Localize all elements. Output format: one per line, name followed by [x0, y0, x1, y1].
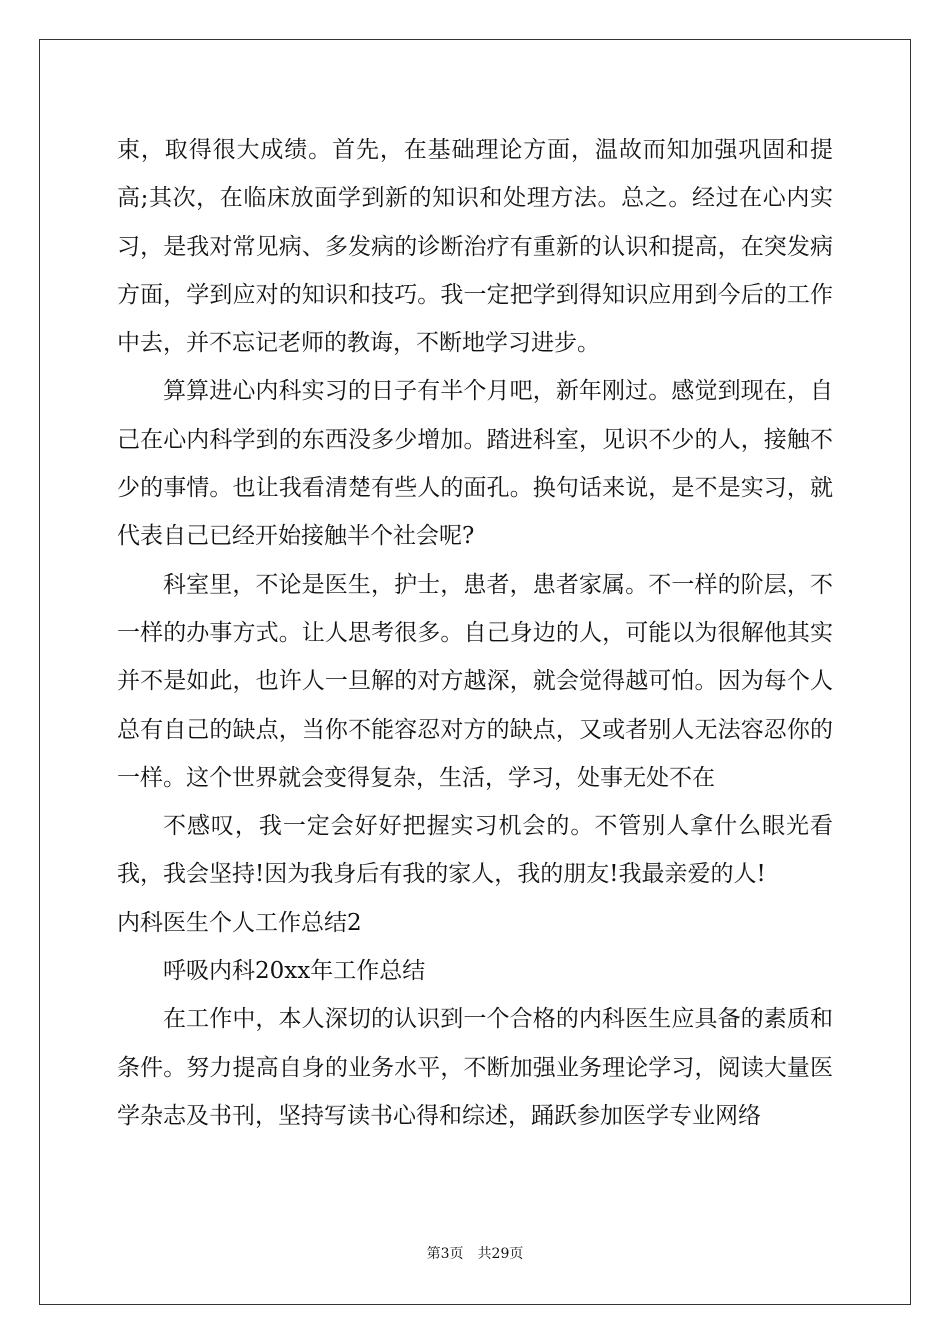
page-number: 第3页: [426, 1246, 464, 1262]
paragraph-half-month: 算算进心内科实习的日子有半个月吧，新年刚过。感觉到现在，自己在心内科学到的东西没多少增加。踏进科室，见识不少的人，接触不少的事情。也让我看清楚有些人的面孔。换句话来说，是不是实习，就代表自己已经开始接触半个社会呢?: [117, 378, 833, 550]
paragraph-internship-summary: 束，取得很大成绩。首先，在基础理论方面，温故而知加强巩固和提高;其次，在临床放面学到新的知识和处理方法。总之。经过在心内实习，是我对常见病、多发病的诊断治疗有重新的认识和提高，在突发病方面，学到应对的知识和技巧。我一定把学到得知识应用到今后的工作中去，并不忘记老师的教诲，不断地学习进步。: [117, 137, 833, 357]
section-subtitle: 呼吸内科20xx年工作总结: [163, 958, 426, 985]
page-total: 共29页: [477, 1246, 524, 1262]
paragraph-qualities: 在工作中，本人深切的认识到一个合格的内科医生应具备的素质和条件。努力提高自身的业务水平，不断加强业务理论学习，阅读大量医学杂志及书刊，坚持写读书心得和综述，踊跃参加医学专业网络: [117, 1006, 833, 1129]
document-body: [117, 126, 833, 1140]
page-footer: [0, 1243, 950, 1263]
paragraph-department: 科室里，不论是医生，护士，患者，患者家属。不一样的阶层，不一样的办事方式。让人思考很多。自己身边的人，可能以为很解他其实并不是如此，也许人一旦解的对方越深，就会觉得越可怕。因为每个人总有自己的缺点，当你不能容忍对方的缺点，又或者别人无法容忍你的一样。这个世界就会变得复杂，生活，学习，处事无处不在: [117, 571, 833, 791]
paragraph-determination: 不感叹，我一定会好好把握实习机会的。不管别人拿什么眼光看我，我会坚持!因为我身后有我的家人，我的朋友!我最亲爱的人!: [117, 813, 833, 888]
section-title: 内科医生个人工作总结2: [117, 909, 362, 936]
